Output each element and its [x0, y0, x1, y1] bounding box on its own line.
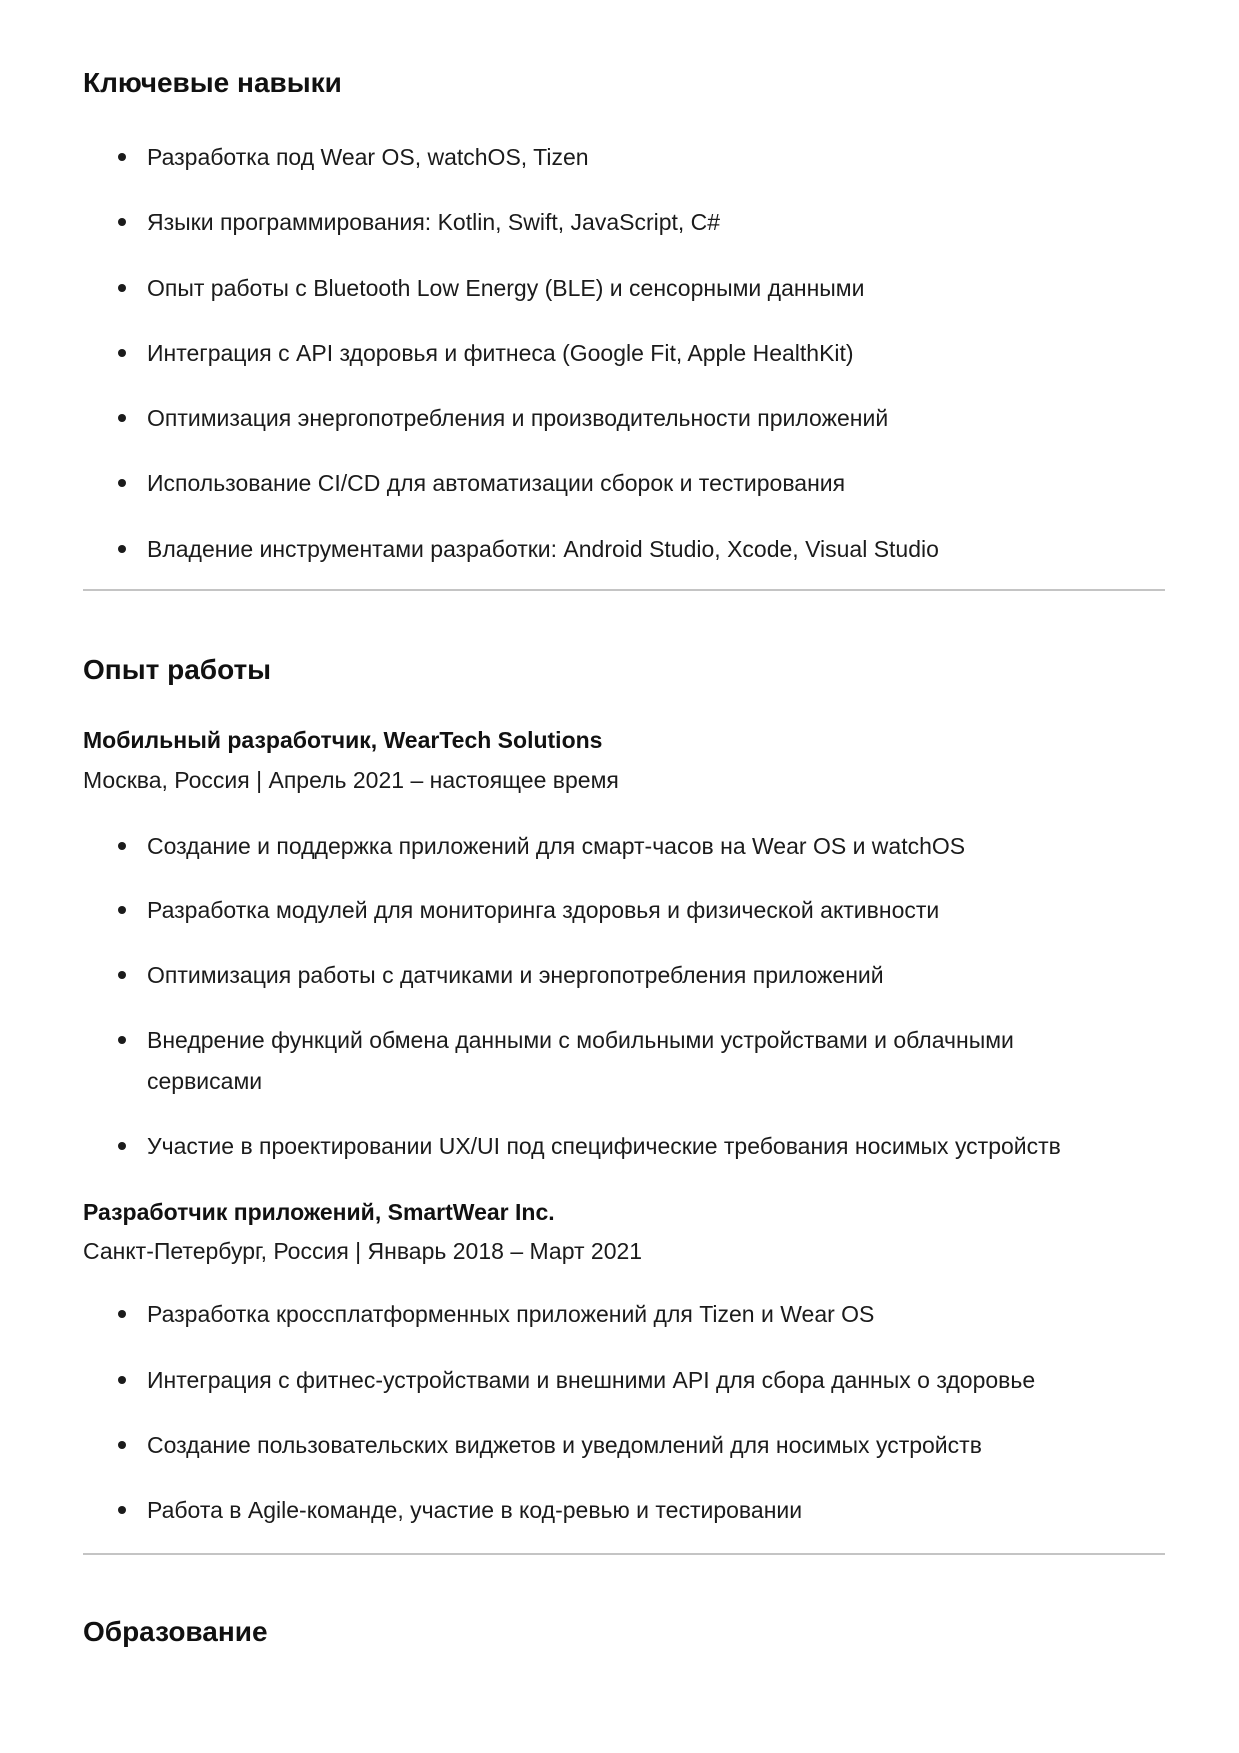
- list-item: [83, 1020, 1165, 1102]
- list-item: [83, 1360, 1165, 1401]
- list-item: [83, 137, 1165, 178]
- list-item-text: Интеграция с фитнес-устройствами и внешними API для сбора данных о здоровье: [147, 1367, 1036, 1393]
- list-item: [83, 333, 1165, 374]
- list-item: [83, 826, 1165, 867]
- list-item-text: Разработка под Wear OS, watchOS, Tizen: [147, 144, 589, 170]
- list-item-text: Создание пользовательских виджетов и уведомлений для носимых устройств: [147, 1432, 982, 1458]
- list-item-text: Создание и поддержка приложений для смарт-часов на Wear OS и watchOS: [147, 833, 966, 859]
- bullet-icon: [118, 479, 126, 487]
- section-title-skills: Ключевые навыки: [83, 67, 342, 98]
- list-item: [83, 398, 1165, 439]
- list-item-text: Разработка кроссплатформенных приложений для Tizen и Wear OS: [147, 1301, 875, 1327]
- bullet-icon: [118, 1036, 126, 1044]
- list-item: [83, 529, 1165, 570]
- list-item-text: Интеграция с API здоровья и фитнеса (Google Fit, Apple HealthKit): [147, 340, 854, 366]
- list-item-text: Языки программирования: Kotlin, Swift, JavaScript, C#: [147, 209, 721, 235]
- list-item: [83, 1294, 1165, 1335]
- list-item-text: Владение инструментами разработки: Android Studio, Xcode, Visual Studio: [147, 536, 939, 562]
- section-title-experience: Опыт работы: [83, 654, 272, 685]
- job-title: Разработчик приложений, SmartWear Inc.: [83, 1199, 555, 1225]
- list-item: [83, 202, 1165, 243]
- bullet-icon: [118, 842, 126, 850]
- list-item: [83, 1490, 1165, 1531]
- bullet-icon: [118, 153, 126, 161]
- list-item: [83, 955, 1165, 996]
- section-divider: [83, 589, 1165, 591]
- bullet-icon: [118, 1506, 126, 1514]
- bullet-icon: [118, 1310, 126, 1318]
- list-item-text: Работа в Agile-команде, участие в код-ревью и тестировании: [147, 1497, 803, 1523]
- list-item: [83, 463, 1165, 504]
- bullet-icon: [118, 218, 126, 226]
- list-item-text: Использование CI/CD для автоматизации сборок и тестирования: [147, 470, 846, 496]
- bullet-icon: [118, 1142, 126, 1150]
- section-title-education: Образование: [83, 1616, 268, 1647]
- bullet-icon: [118, 545, 126, 553]
- list-item-text: Оптимизация энергопотребления и производительности приложений: [147, 405, 889, 431]
- list-item-text: Опыт работы с Bluetooth Low Energy (BLE) и сенсорными данными: [147, 275, 865, 301]
- list-item-text: Разработка модулей для мониторинга здоровья и физической активности: [147, 897, 940, 923]
- bullet-icon: [118, 284, 126, 292]
- bullet-icon: [118, 414, 126, 422]
- list-item: [83, 268, 1165, 309]
- job-meta: Санкт-Петербург, Россия | Январь 2018 – Март 2021: [83, 1238, 643, 1264]
- section-divider: [83, 1553, 1165, 1555]
- bullet-icon: [118, 1376, 126, 1384]
- list-item: [83, 1126, 1165, 1167]
- list-item: [83, 890, 1165, 931]
- list-item: [83, 1425, 1165, 1466]
- list-item-text: Участие в проектировании UX/UI под специфические требования носимых устройств: [147, 1133, 1061, 1159]
- list-item-text-continued: сервисами: [147, 1068, 263, 1094]
- job-meta: Москва, Россия | Апрель 2021 – настоящее время: [83, 767, 619, 793]
- bullet-icon: [118, 349, 126, 357]
- bullet-icon: [118, 906, 126, 914]
- job-title: Мобильный разработчик, WearTech Solutions: [83, 727, 603, 753]
- bullet-icon: [118, 971, 126, 979]
- list-item-text: Оптимизация работы с датчиками и энергопотребления приложений: [147, 962, 884, 988]
- list-item-text: Внедрение функций обмена данными с мобильными устройствами и облачными: [147, 1027, 1014, 1053]
- bullet-icon: [118, 1441, 126, 1449]
